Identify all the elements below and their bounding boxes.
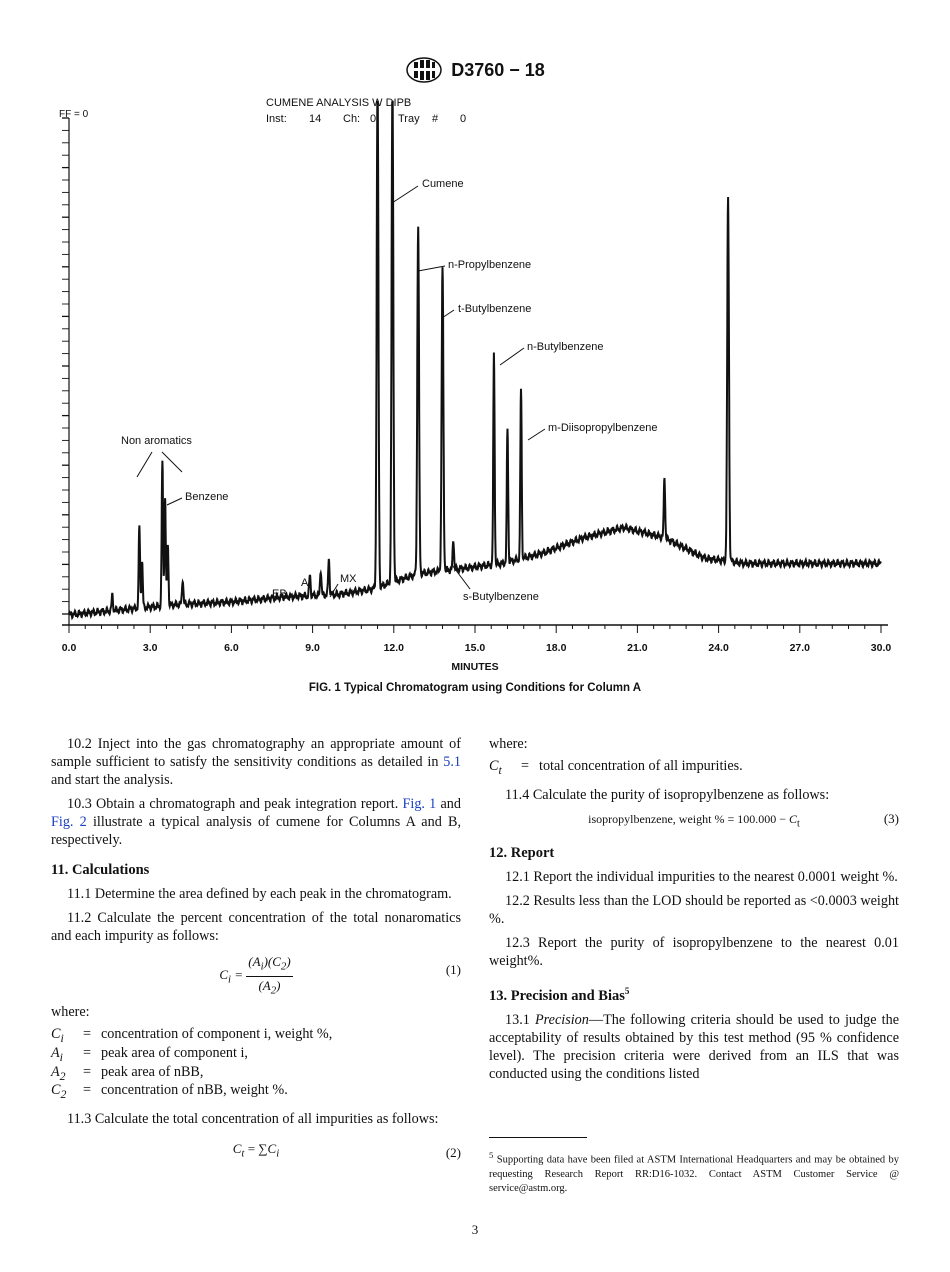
section-11-heading: 11. Calculations: [51, 862, 150, 878]
x-tick-label: 12.0: [383, 642, 405, 654]
annotation-leader: [392, 186, 418, 203]
variable-definitions: [51, 1027, 332, 1102]
paragraph-12-1: 12.1 Report the individual impurities to the nearest 0.0001 weight %.: [505, 868, 898, 885]
right-column: [489, 735, 899, 1089]
peak-label: EB: [272, 588, 287, 600]
ff-label: FF = 0: [59, 109, 89, 120]
where-label: where:: [489, 736, 528, 752]
paragraph-11-3: 11.3 Calculate the total concentration of all impurities as follows:: [67, 1111, 439, 1128]
footnote-divider: [489, 1137, 587, 1138]
x-tick-label: 27.0: [789, 642, 811, 654]
astm-logo-icon: [405, 56, 443, 84]
chart-subtitle: 0: [370, 113, 377, 125]
link-fig-1[interactable]: Fig. 1: [402, 796, 437, 812]
peak-label: t-Butylbenzene: [458, 303, 532, 315]
definition-row: $C_t$ = total concentration of all impurities.: [489, 758, 743, 777]
paragraph-13-1: 13.1 Precision—The following criteria should be used to judge the acceptability of results obtained by this test method (95 % confidence level). The precision criteria were derived from an ILS that was conducted using the conditions listed: [489, 1011, 899, 1082]
page-header: [0, 56, 950, 84]
peak-label: A: [301, 577, 309, 589]
annotation-leader: [500, 348, 524, 365]
ct-definition: [489, 759, 743, 778]
annotation-leader: [418, 266, 445, 271]
x-tick-label: 30.0: [870, 642, 892, 654]
footnote-ref[interactable]: 5: [624, 985, 630, 996]
peak-label: n-Propylbenzene: [448, 259, 532, 271]
section-13-heading: 13. Precision and Bias$^5$: [489, 985, 630, 1004]
x-axis-title: MINUTES: [451, 661, 499, 673]
paragraph-11-2: 11.2 Calculate the percent concentration of the total nonaromatics and each impurity as follows:: [51, 910, 461, 944]
annotation-leader: [137, 452, 152, 477]
chromatogram-trace: [69, 102, 881, 618]
chart-subtitle: Inst:: [266, 113, 287, 125]
equation-2-number: (2): [445, 1145, 461, 1161]
chart-subtitle: Tray: [398, 113, 420, 125]
peak-label: Cumene: [422, 178, 464, 190]
equation-3-number: (3): [883, 810, 899, 826]
chromatogram-chart: [0, 90, 950, 680]
definition-row: $C_2$ = concentration of nBB, weight %.: [51, 1082, 288, 1102]
equation-1: $C_i$ = $\frac{(A_i)(C_2)}{(A_2)}$ (1): [219, 954, 461, 997]
chart-subtitle: 0: [460, 113, 467, 125]
section-12-heading: 12. Report: [489, 844, 555, 861]
peak-label: Benzene: [185, 491, 229, 503]
paragraph-11-1: 11.1 Determine the area defined by each peak in the chromatogram.: [67, 886, 452, 902]
annotation-leader: [162, 452, 182, 472]
x-tick-label: 24.0: [708, 642, 729, 654]
annotation-leader: [167, 498, 182, 505]
definition-row: $A_2$ = peak area of nBB,: [51, 1063, 204, 1083]
peak-label: m-Diisopropylbenzene: [548, 422, 658, 434]
figure-caption: FIG. 1 Typical Chromatogram using Conditions for Column A: [308, 682, 642, 694]
x-tick-label: 6.0: [224, 642, 239, 654]
chart-title: CUMENE ANALYSIS W DIPB: [266, 97, 412, 109]
link-section-5-1[interactable]: 5.1: [443, 754, 461, 770]
equation-2: $C_t = \sum C_i$ (2): [232, 1141, 461, 1161]
x-tick-label: 0.0: [61, 642, 77, 654]
link-fig-2[interactable]: Fig. 2: [51, 814, 87, 830]
chart-subtitle: #: [432, 113, 439, 125]
x-tick-label: 3.0: [142, 642, 158, 654]
annotation-leader: [528, 429, 545, 440]
equation-1-number: (1): [445, 962, 461, 977]
equation-3: isopropylbenzene, weight % = $100.000 - C_t$ (3): [588, 810, 899, 830]
paragraph-12-3: 12.3 Report the purity of isopropylbenzene to the nearest 0.01 weight%.: [489, 934, 899, 969]
definition-row: $A_i$ = peak area of component i,: [51, 1044, 248, 1064]
x-tick-label: 9.0: [305, 642, 320, 654]
paragraph-10-2: 10.2 Inject into the gas chromatography an appropriate amount of sample sufficient to satisfy the sensitivity conditions as detailed in 5.1 and start the analysis.: [51, 736, 461, 788]
where-label: where:: [51, 1004, 90, 1020]
x-tick-label: 18.0: [545, 642, 567, 654]
left-column: [51, 735, 461, 1176]
peak-label: s-Butylbenzene: [463, 591, 539, 603]
x-tick-label: 15.0: [464, 642, 486, 654]
paragraph-10-3: 10.3 Obtain a chromatograph and peak integration report. Fig. 1 and Fig. 2 illustrate a typical analysis of cumene for Columns A and B, respectively.: [51, 796, 461, 848]
chart-subtitle: 14: [309, 113, 322, 125]
x-tick-label: 21.0: [627, 642, 648, 654]
footnote: $^5$ Supporting data have been filed at ASTM International Headquarters and may be obtained by requesting Research Report RR:D16-1032. Contact ASTM Customer Service @ service@astm.org.: [489, 1150, 899, 1194]
paragraph-11-4: 11.4 Calculate the purity of isopropylbenzene as follows:: [505, 786, 830, 803]
definition-row: $C_i$ = concentration of component i, weight %,: [51, 1026, 333, 1045]
peak-label: n-Butylbenzene: [527, 341, 604, 353]
standard-designation: D3760 − 18: [451, 59, 545, 80]
peak-label: MX: [340, 573, 357, 585]
chart-subtitle: Ch:: [343, 113, 361, 125]
chart-trace: [69, 102, 881, 618]
page-number: 3: [471, 1222, 479, 1237]
paragraph-12-2: 12.2 Results less than the LOD should be reported as <0.0003 weight %.: [489, 892, 899, 927]
peak-label: Non aromatics: [121, 435, 192, 447]
chart-axes: [62, 118, 888, 633]
